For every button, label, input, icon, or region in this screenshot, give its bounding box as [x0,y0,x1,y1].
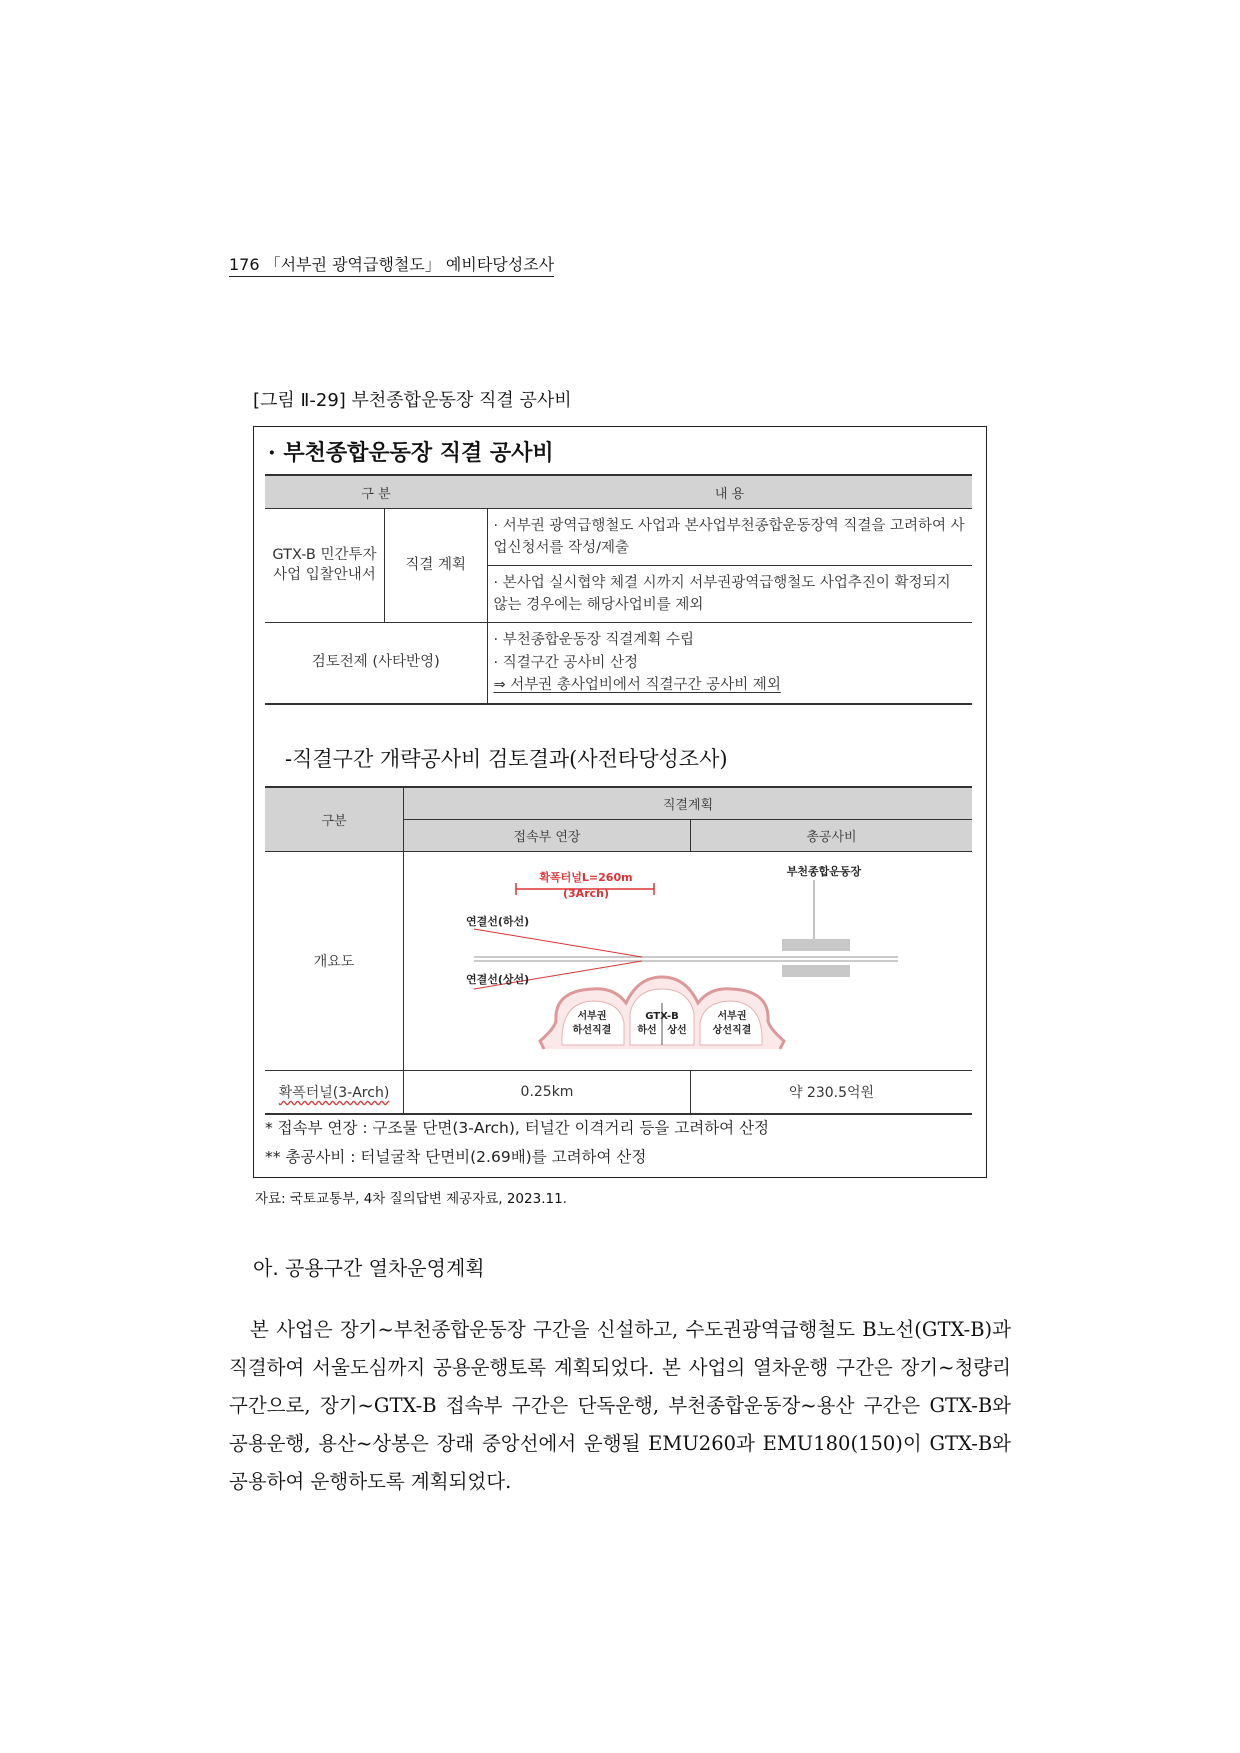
table-row [265,623,972,705]
data-row-length: 0.25km [404,1071,691,1115]
header-category: 구 분 [265,475,487,509]
arch-mid-line1: GTX-B [645,1011,679,1022]
tunnel-length-label: 확폭터널L=260m [539,871,633,884]
platform-lower [782,965,850,977]
document-title: 「서부권 광역급행철도」 예비타당성조사 [264,255,555,274]
body-paragraph: 본 사업은 장기~부천종합운동장 구간을 신설하고, 수도권광역급행철도 B노선(GTX-B)과 직결하여 서울도심까지 공용운행토록 계획되었다. 본 사업의 열차운행 구간은 장기~청량리 구간으로, 장기~GTX-B 접속부 구간은 단독운행, 부천종합운동장~용산 구간은 GTX-B와 공용운행, 용산~상봉은 장래 중앙선에서 운행될 EMU260과 EMU180(150)이 GTX-B와 공용하여 운행하도록 계획되었다. [229,1318,1011,1493]
arch-mid-down: 하선 [637,1025,657,1036]
arch-left-line1: 서부권 [577,1011,607,1022]
row1-item1: · 서부권 광역급행철도 사업과 본사업부천종합운동장역 직결을 고려하여 사업신청서를 작성/제출 [487,509,972,566]
line-down-label: 연결선(하선) [466,915,530,928]
arch-right-line2: 상선직결 [712,1025,752,1036]
table-row [265,509,972,566]
box-title: · 부천종합운동장 직결 공사비 [268,440,554,466]
table-row [265,852,972,1071]
figure-caption: [그림 Ⅱ-29] 부천종합운동장 직결 공사비 [253,390,572,411]
row2-item1: · 부천종합운동장 직결계획 수립 [493,632,695,649]
body-text [229,1311,1011,1501]
diagram-row-label: 개요도 [265,852,404,1071]
table-header-row [265,787,972,820]
running-header [229,252,554,277]
three-arch-section [540,977,784,1049]
header-total-cost: 총공사비 [691,820,973,852]
row1-category: GTX-B 민간투자사업 입찰안내서 [265,509,384,623]
header-content: 내 용 [487,475,972,509]
arch-left-line2: 하선직결 [572,1025,612,1036]
page-number: 176 [229,255,260,274]
direct-connection-table [265,474,972,705]
note-2: ** 총공사비 : 터널굴착 단면비(2.69배)를 고려하여 산정 [265,1148,647,1166]
station-label: 부천종합운동장 [786,865,862,878]
data-row-label: 확폭터널(3-Arch) [265,1071,404,1115]
note-1: * 접속부 연장 : 구조물 단면(3-Arch), 터널간 이격거리 등을 고려하여 산정 [265,1119,770,1137]
row2-item2: · 직결구간 공사비 산정 [493,654,638,671]
table-header-row [265,475,972,509]
figure-source: 자료: 국토교통부, 4차 질의답변 제공자료, 2023.11. [255,1191,567,1207]
data-row-cost: 약 230.5억원 [691,1071,973,1115]
row2-category: 검토전제 (사타반영) [265,623,487,705]
connection-line-down [474,929,642,957]
header-group: 직결계획 [404,787,973,820]
header-connection-length: 접속부 연장 [404,820,691,852]
row1-subcategory: 직결 계획 [384,509,487,623]
overview-diagram [404,853,972,1069]
arch-mid-up: 상선 [667,1025,687,1036]
line-up-label: 연결선(상선) [466,973,530,986]
header-category: 구분 [265,787,404,852]
figure-notes [265,1114,769,1172]
tunnel-type-label: (3Arch) [563,887,609,900]
table-row [265,1071,972,1115]
section-subtitle: -직결구간 개략공사비 검토결과(사전타당성조사) [285,747,728,771]
section-heading: 아. 공용구간 열차운영계획 [253,1256,485,1280]
row2-item3: ⇒ 서부권 총사업비에서 직결구간 공사비 제외 [493,677,781,694]
platform-upper [782,939,850,951]
cost-review-table [265,786,972,1115]
row1-item2: · 본사업 실시협약 체결 시까지 서부권광역급행철도 사업추진이 확정되지 않는 경우에는 해당사업비를 제외 [487,566,972,623]
arch-right-line1: 서부권 [717,1011,747,1022]
